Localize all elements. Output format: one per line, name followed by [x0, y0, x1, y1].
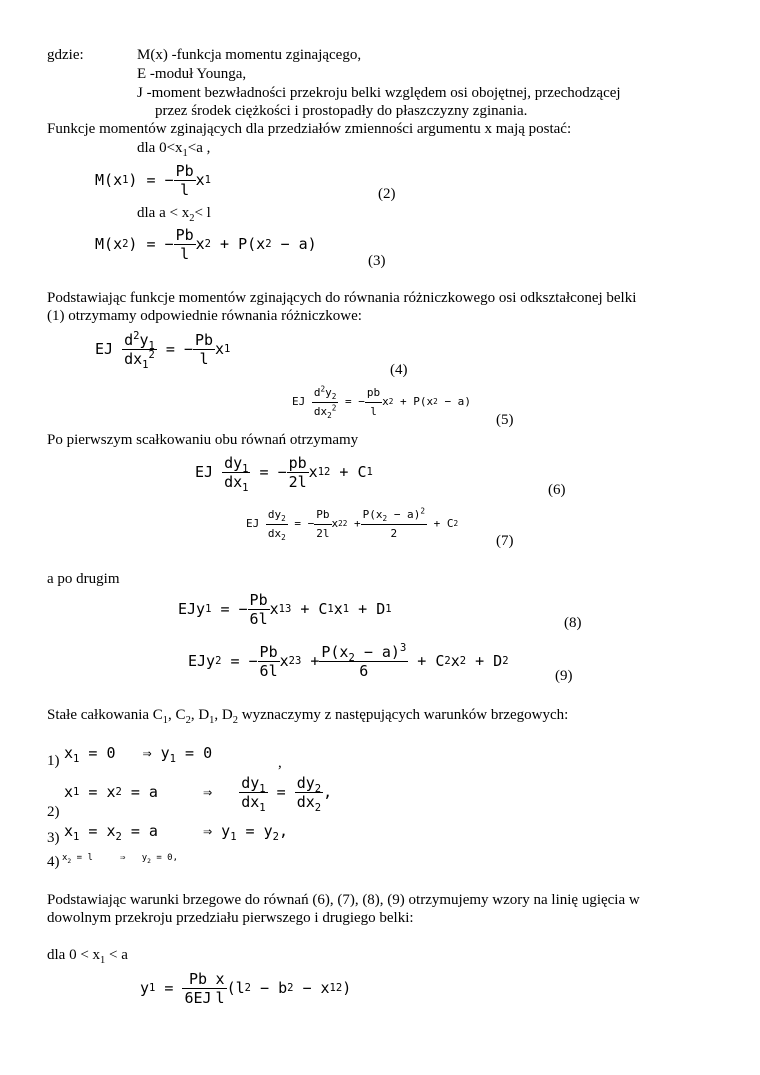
def-line-young: E -moduł Younga, — [137, 66, 247, 82]
intro-diff-eq-line2: (1) otrzymamy odpowiednie równania różniczkowe: — [47, 308, 362, 324]
intro-diff-eq-line1: Podstawiając funkcje momentów zginających do równania różniczkowego osi odkształconej belki — [47, 290, 637, 306]
eq-number-3: (3) — [368, 253, 386, 269]
range-interval-1: dla $0<x_1<a$ , — [137, 140, 211, 159]
equation-5: EJ $\frac{d^2y_2}{dx_2^2}$ = − $\frac{pb}{l}$ x 2 + P ( x 2 − a ) — [292, 383, 471, 420]
bc-label-2: 2) — [47, 804, 60, 820]
range-interval-2: dla $a < x_2< l$ — [137, 205, 211, 224]
bc-condition-4: $x_2 = l$ ⇒ $y_2 = 0$, — [62, 853, 179, 865]
def-line-moment: M(x) -funkcja momentu zginającego, — [137, 47, 362, 63]
eq-number-7: (7) — [496, 533, 514, 549]
intro-deflection-line1: Podstawiając warunki brzegowe do równań (6), (7), (8), (9) otrzymujemy wzory na linię ugięcia w — [47, 892, 640, 908]
equation-6: EJ $\frac{dy_1}{dx_1}$ = − $\frac{pb}{2l}$ x 1 2 + C 1 — [195, 453, 373, 494]
def-line-inertia-cont: przez środek ciężkości i prostopadły do płaszczyzny zginania. — [155, 103, 528, 119]
intro-first-integration: Po pierwszym scałkowaniu obu równań otrzymamy — [47, 432, 359, 448]
intro-moment-functions: Funkcje momentów zginających dla przedziałów zmienności argumentu x mają postać: — [47, 121, 572, 137]
def-line-inertia: J -moment bezwładności przekroju belki względem osi obojętnej, przechodzącej — [137, 85, 621, 101]
bc-label-4: 4) — [47, 854, 60, 870]
eq-number-8: (8) — [564, 615, 582, 631]
equation-2: M ( x 1 ) = − $\frac{Pb}{l}$ x 1 — [95, 161, 211, 199]
eq-number-9: (9) — [555, 668, 573, 684]
equation-8: EJy 1 = − $\frac{Pb}{6l}$ x 1 3 + C 1 x 1 + D 1 — [178, 590, 392, 628]
eq-number-2: (2) — [378, 186, 396, 202]
intro-second-integration: a po drugim — [47, 571, 120, 587]
bc-comma-1: , — [278, 755, 282, 771]
equation-9: EJy 2 = − $\frac{Pb}{6l}$ x 2 3 + $\frac{P(x_2 - a)^3}{6}$ + C 2 x 2 + D 2 — [188, 641, 509, 680]
equation-deflection-y1: y 1 = $\frac{Pb}{6EJ}$ $\frac{x}{l}$ ( l 2 − b 2 − x 1 2 ) — [140, 969, 352, 1007]
range-interval-3: dla $0 < x_1 < a$ — [47, 947, 128, 966]
constants-sentence: Stałe całkowania $C_1$, $C_2$, $D_1$, $D_2$ wyznaczymy z następujących warunków brzegowych: — [47, 707, 569, 726]
equation-4: EJ $\frac{d^2y_1}{dx_1^2}$ = − $\frac{Pb}{l}$ x 1 — [95, 329, 231, 371]
intro-deflection-line2: dowolnym przekroju przedziału pierwszego i drugiego belki: — [47, 910, 414, 926]
eq-number-5: (5) — [496, 412, 514, 428]
bc-label-1: 1) — [47, 753, 60, 769]
eq-number-6: (6) — [548, 482, 566, 498]
equation-3: M ( x 2 ) = − $\frac{Pb}{l}$ x 2 + P ( x 2 − a ) — [95, 225, 317, 263]
bc-condition-1: $x_1 = 0$ ⇒ $y_1 = 0$ — [64, 744, 213, 765]
equation-7: EJ $\frac{dy_2}{dx_2}$ = − $\frac{Pb}{2l}$ x 2 2 + $\frac{P(x_2 - a)^2}{2}$ + C 2 — [246, 505, 459, 542]
bc-condition-2: x 1 = x 2 = a ⇒ $\frac{dy_1}{dx_1}$ = $\frac{dy_2}{dx_2}$ , — [64, 773, 333, 814]
bc-condition-3: $x_1 = x_2 = a$ ⇒ $y_1 = y_2$, — [64, 822, 288, 843]
gdzie-label: gdzie: — [47, 47, 84, 63]
bc-label-3: 3) — [47, 830, 60, 846]
eq-number-4: (4) — [390, 362, 408, 378]
